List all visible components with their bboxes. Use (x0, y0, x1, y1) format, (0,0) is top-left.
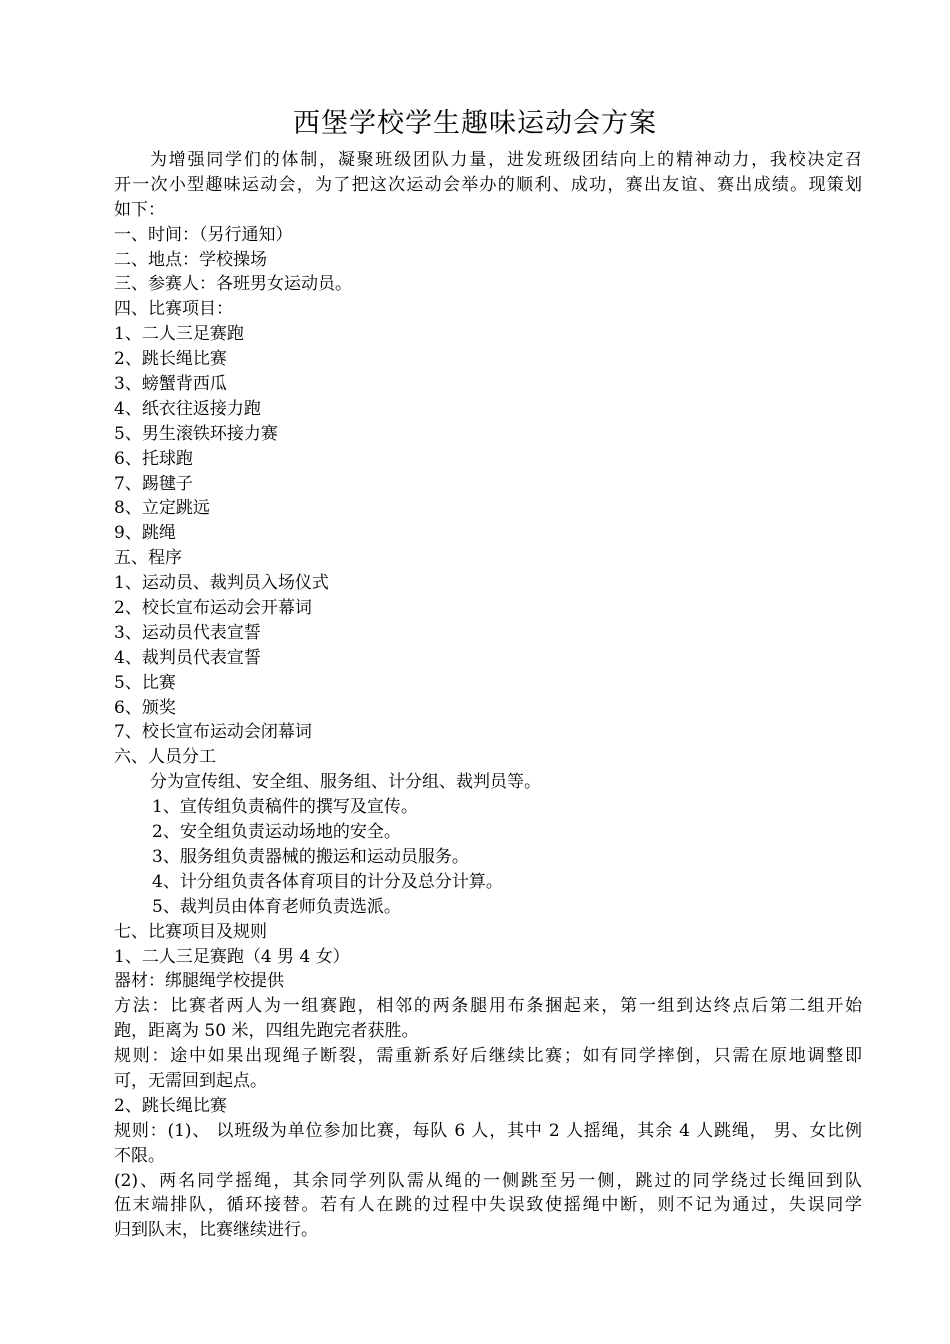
section-program-heading: 五、程序 (114, 548, 182, 569)
event-item: 4、纸衣往返接力跑 (114, 398, 261, 419)
event-item: 5、男生滚铁环接力赛 (114, 423, 278, 444)
event-item: 2、跳长绳比赛 (114, 349, 227, 370)
event-item: 8、立定跳远 (114, 498, 210, 519)
staff-item: 1、宣传组负责稿件的撰写及宣传。 (152, 797, 418, 818)
program-item: 5、比赛 (114, 672, 176, 693)
staff-item: 4、计分组负责各体育项目的计分及总分计算。 (152, 871, 503, 892)
staff-item: 2、安全组负责运动场地的安全。 (152, 822, 401, 843)
staff-item: 5、裁判员由体育老师负责选派。 (152, 896, 401, 917)
rule2-rules-line: 伍末端排队，循环接替。若有人在跳的过程中失误致使摇绳中断，则不记为通过，失误同学 (114, 1195, 862, 1216)
program-item: 6、颁奖 (114, 697, 176, 718)
program-item: 2、校长宣布运动会开幕词 (114, 598, 312, 619)
section-staff-heading: 六、人员分工 (114, 747, 216, 768)
section-time: 一、时间：（另行通知） (114, 224, 293, 245)
rule1-equipment: 器材：绑腿绳学校提供 (114, 971, 284, 992)
document-title: 西堡学校学生趣味运动会方案 (293, 108, 657, 139)
program-item: 4、裁判员代表宣誓 (114, 647, 261, 668)
intro-line: 如下： (114, 199, 165, 220)
program-item: 7、校长宣布运动会闭幕词 (114, 722, 312, 743)
rule1-method-line: 跑，距离为 50 米，四组先跑完者获胜。 (114, 1021, 419, 1042)
rule2-rules-line: 归到队末，比赛继续进行。 (114, 1220, 318, 1241)
rule1-method-line: 方法：比赛者两人为一组赛跑，相邻的两条腿用布条捆起来，第一组到达终点后第二组开始 (114, 996, 862, 1017)
program-item: 3、运动员代表宣誓 (114, 622, 261, 643)
event-item: 1、二人三足赛跑 (114, 324, 244, 345)
rule1-name: 1、二人三足赛跑（4 男 4 女） (114, 946, 350, 967)
event-item: 9、跳绳 (114, 523, 176, 544)
staff-intro: 分为宣传组、安全组、服务组、计分组、裁判员等。 (150, 772, 541, 793)
section-events-heading: 四、比赛项目： (114, 299, 233, 320)
rule1-rules-line: 规则：途中如果出现绳子断裂，需重新系好后继续比赛；如有同学摔倒，只需在原地调整即 (114, 1046, 862, 1067)
rule2-rules-line: (2)、两名同学摇绳，其余同学列队需从绳的一侧跳至另一侧，跳过的同学绕过长绳回到队 (114, 1170, 862, 1191)
staff-item: 3、服务组负责器械的搬运和运动员服务。 (152, 846, 469, 867)
intro-line: 开一次小型趣味运动会，为了把这次运动会举办的顺利、成功，赛出友谊、赛出成绩。现策划 (114, 174, 862, 195)
rule2-rules-line: 不限。 (114, 1145, 165, 1166)
event-item: 7、踢毽子 (114, 473, 193, 494)
rule2-name: 2、跳长绳比赛 (114, 1095, 227, 1116)
program-item: 1、运动员、裁判员入场仪式 (114, 573, 329, 594)
rule2-rules-line: 规则：(1)、 以班级为单位参加比赛，每队 6 人，其中 2 人摇绳，其余 4 人跳绳， 男、女比例 (114, 1120, 862, 1141)
event-item: 3、螃蟹背西瓜 (114, 374, 227, 395)
event-item: 6、托球跑 (114, 448, 193, 469)
section-rules-heading: 七、比赛项目及规则 (114, 921, 267, 942)
rule1-rules-line: 可，无需回到起点。 (114, 1070, 267, 1091)
section-participants: 三、参赛人：各班男女运动员。 (114, 274, 352, 295)
section-place: 二、地点：学校操场 (114, 249, 267, 270)
document-body (114, 148, 862, 1243)
intro-line: 为增强同学们的体制，凝聚班级团队力量，进发班级团结向上的精神动力，我校决定召 (150, 150, 862, 170)
